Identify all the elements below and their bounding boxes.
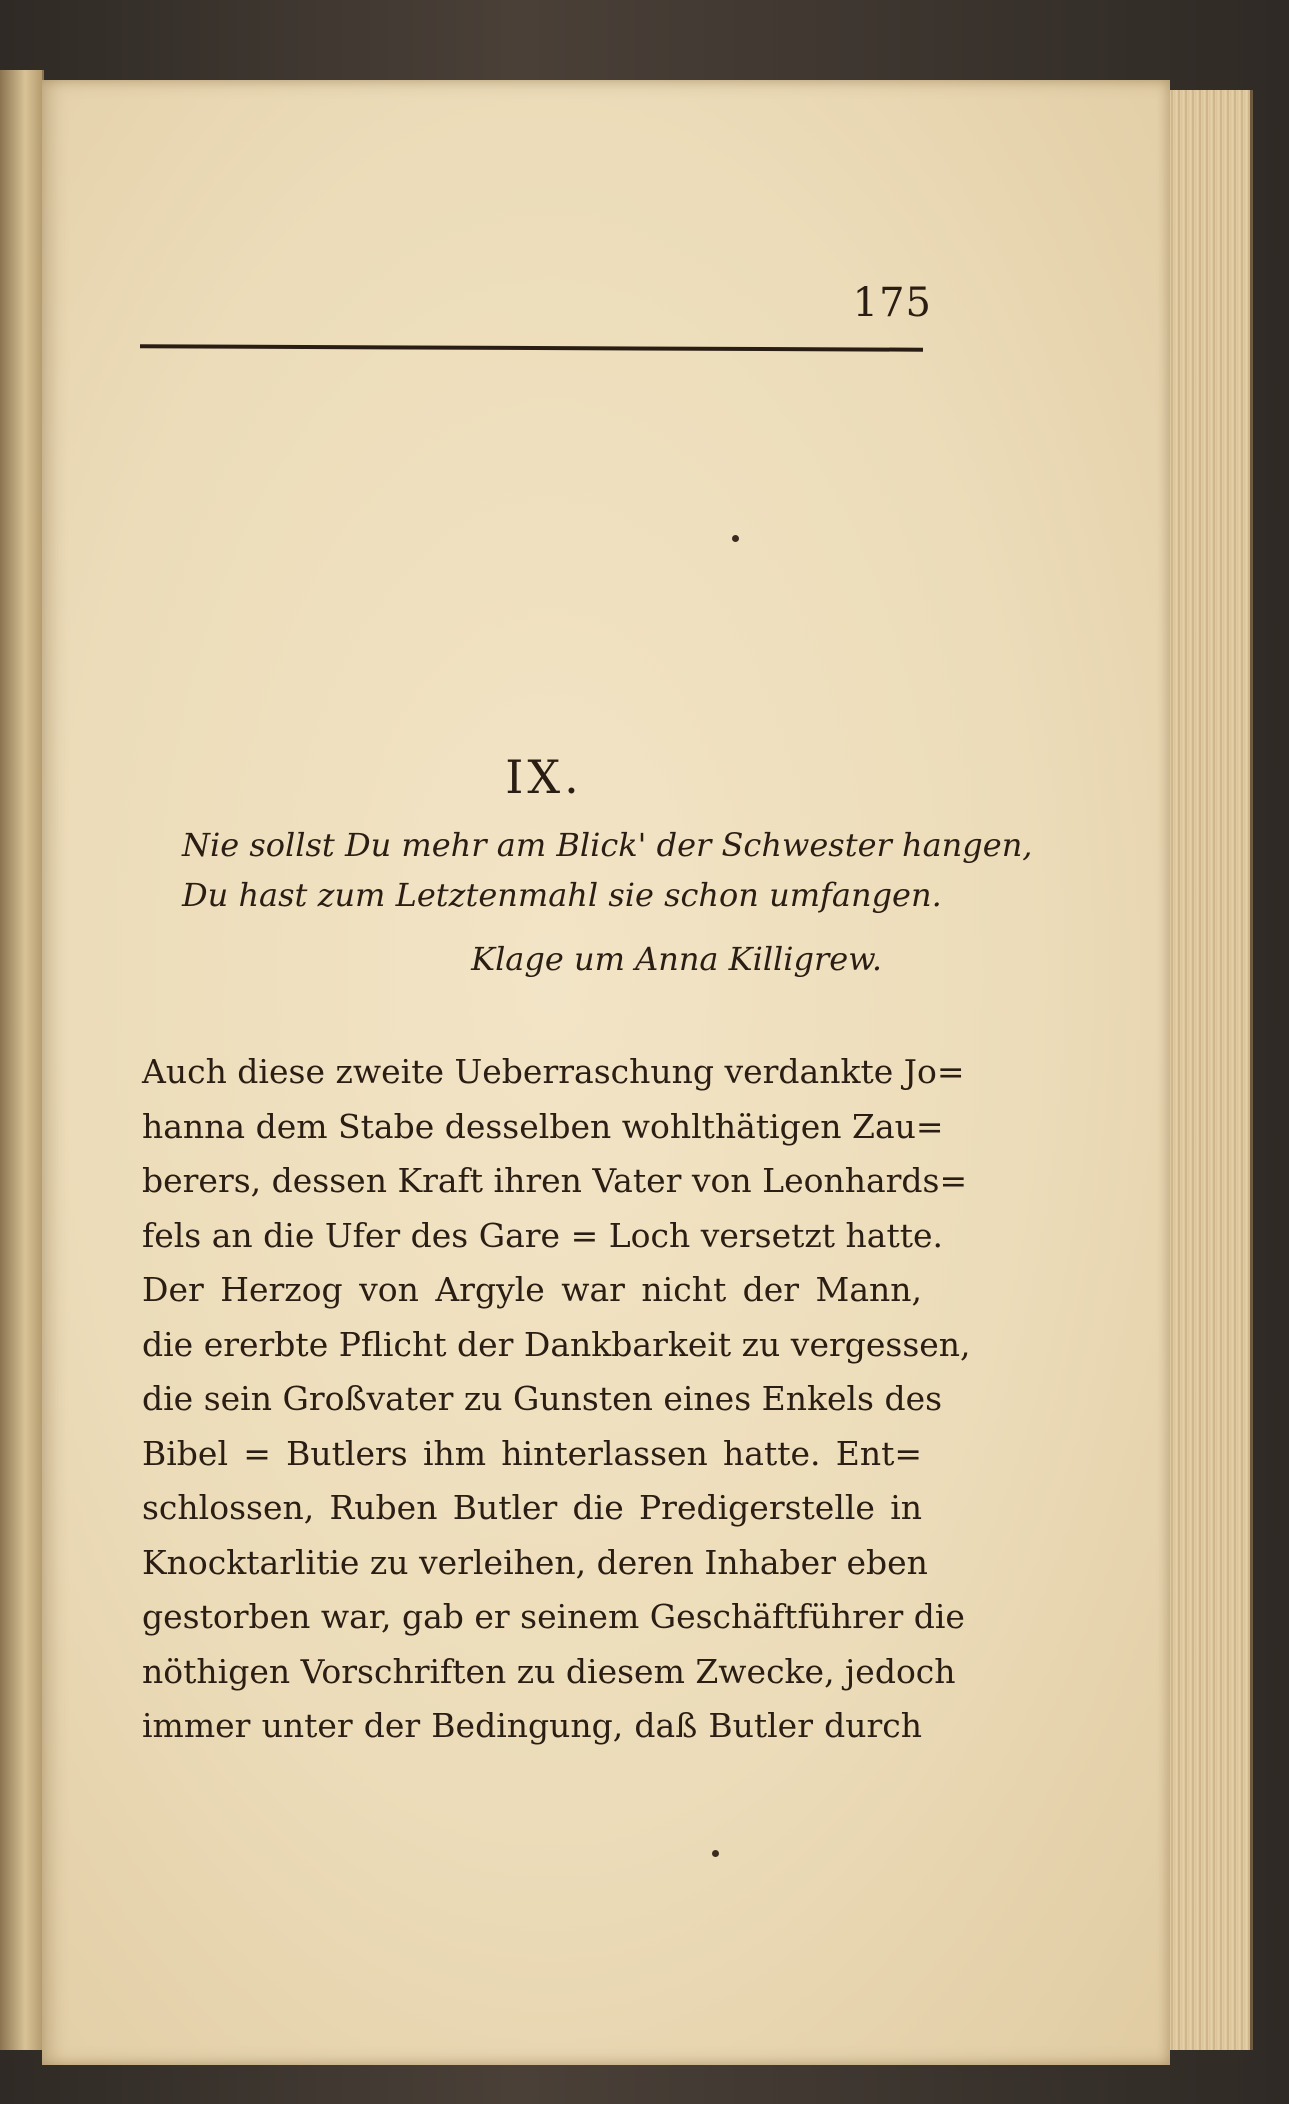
epigraph-attribution: Klage um Anna Killigrew.: [471, 940, 882, 978]
body-line: schlossen, Ruben Butler die Predigerstelle in: [142, 1488, 922, 1527]
body-line: gestorben war, gab er seinem Geschäftführer die: [142, 1597, 965, 1636]
body-line: immer unter der Bedingung, daß Butler durch: [142, 1706, 922, 1745]
body-line: nöthigen Vorschriften zu diesem Zwecke, jedoch: [142, 1651, 956, 1691]
body-line: Auch diese zweite Ueberraschung verdankte Jo=: [142, 1052, 965, 1091]
body-line: hanna dem Stabe desselben wohlthätigen Zau=: [142, 1106, 944, 1146]
chapter-heading: [42, 750, 1170, 804]
facing-page-edge: [0, 70, 44, 2050]
body-text: [142, 1045, 971, 1754]
epigraph: [142, 820, 1033, 920]
header-rule: [140, 344, 923, 351]
ink-speck: [712, 1850, 719, 1857]
body-line: die sein Großvater zu Gunsten eines Enkels des: [142, 1379, 943, 1418]
page-number: 175: [852, 280, 932, 326]
body-line: Knocktarlitie zu verleihen, deren Inhaber eben: [142, 1542, 928, 1582]
epigraph-line: Nie sollst Du mehr am Blick' der Schwester hangen,: [182, 826, 1033, 864]
body-line: Der Herzog von Argyle war nicht der Mann,: [142, 1270, 922, 1309]
body-line: Bibel = Butlers ihm hinterlassen hatte. Ent=: [142, 1433, 922, 1473]
chapter-number: IX.: [505, 750, 583, 804]
body-line: fels an die Ufer des Gare = Loch versetzt hatte.: [142, 1215, 943, 1255]
book-page: [42, 80, 1170, 2065]
ink-speck: [732, 535, 739, 542]
page-stack-edge: [1160, 90, 1253, 2050]
epigraph-line: Du hast zum Letztenmahl sie schon umfangen.: [182, 876, 942, 914]
body-line: berers, dessen Kraft ihren Vater von Leonhards=: [142, 1161, 968, 1200]
body-line: die ererbte Pflicht der Dankbarkeit zu vergessen,: [142, 1324, 971, 1364]
